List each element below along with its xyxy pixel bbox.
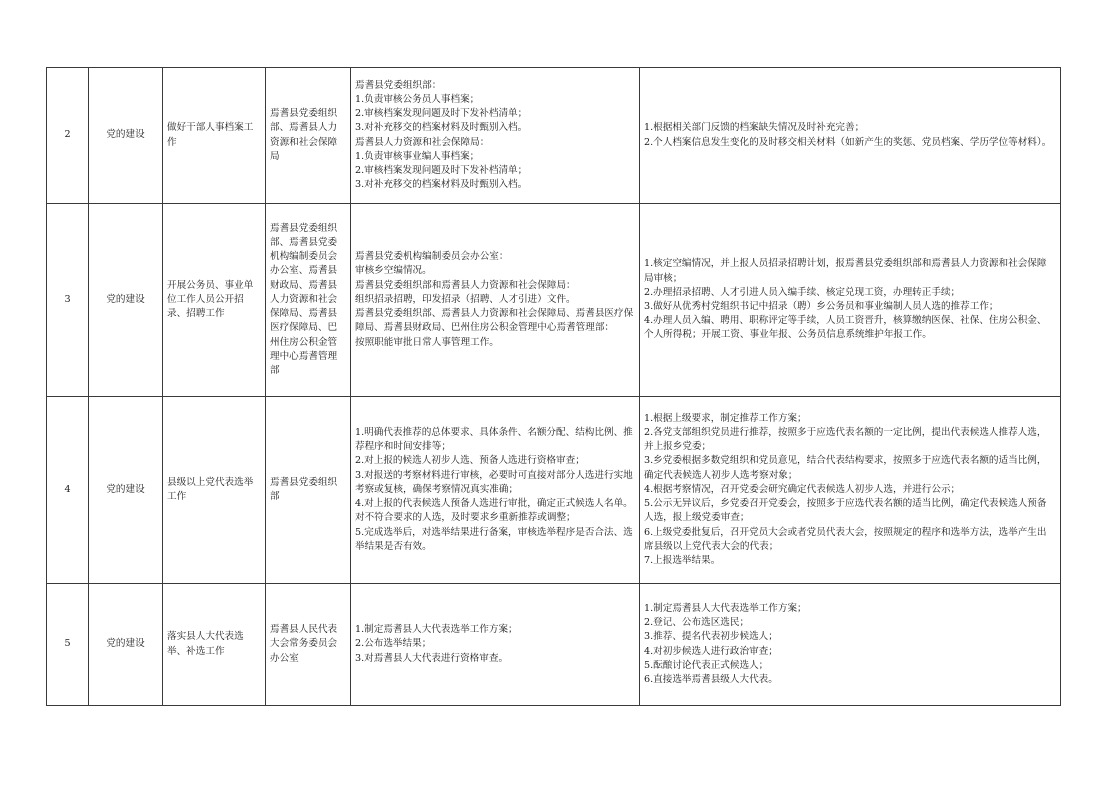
dept-duty-line: 焉耆县党委组织部：	[355, 79, 442, 91]
unit-duties-cell	[640, 397, 1061, 584]
dept-duty-line: 2.对上报的候选人初步人选、预备人选进行资格审查；	[355, 455, 585, 467]
unit-duties-cell	[640, 584, 1061, 706]
unit-duty-line: 4.根据考察情况，召开党委会研究确定代表候选人初步人选，并进行公示；	[644, 483, 961, 495]
dept-duty-line: 焉耆县人力资源和社会保障局：	[355, 136, 490, 148]
row-number: 4	[47, 397, 89, 584]
unit-duty-line: 6.直接选举焉耆县级人大代表。	[644, 673, 778, 685]
departments-cell: 焉耆县党委组织部	[266, 397, 351, 584]
task-cell: 做好干部人事档案工作	[163, 68, 266, 204]
dept-duty-line: 2.公布选举结果；	[355, 638, 432, 650]
unit-duty-line: 1.核定空编情况，并上报人员招录招聘计划，报焉耆县党委组织部和焉耆县人力资源和社会保障局审核；	[644, 258, 1047, 284]
dept-duty-line: 组织招录招聘，印发招录（招聘、人才引进）文件。	[355, 293, 576, 305]
dept-duty-line: 3.对补充移交的档案材料及时甄别入档。	[355, 122, 528, 134]
unit-duty-line: 3.做好从优秀村党组织书记中招录（聘）乡公务员和事业编制人员人选的推荐工作；	[644, 301, 999, 312]
dept-duty-line: 2.审核档案发现问题及时下发补档清单；	[355, 164, 528, 176]
dept-duties-cell	[351, 397, 640, 584]
dept-duty-line: 5.完成选举后，对选举结果进行备案，审核选举程序是否合法、选举结果是否有效。	[355, 526, 633, 552]
dept-duties-cell	[351, 68, 640, 204]
departments-cell: 焉耆县党委组织部、焉耆县人力资源和社会保障局	[266, 68, 351, 204]
row-number: 2	[47, 68, 89, 204]
dept-duties-cell	[351, 204, 640, 397]
unit-duty-line: 2.各党支部组织党员进行推荐，按照多于应选代表名额的一定比例，提出代表候选人推荐人选，并上报乡党委；	[644, 427, 1047, 453]
row-number: 3	[47, 204, 89, 397]
responsibility-table	[46, 67, 1061, 706]
unit-duty-line: 7.上报选举结果。	[644, 554, 721, 566]
dept-duty-line: 焉耆县党委组织部、焉耆县人力资源和社会保障局、焉耆县医疗保障局、焉耆县财政局、巴州住房公积金管理中心焉耆管理部：	[355, 308, 634, 334]
unit-duty-line: 2.个人档案信息发生变化的及时移交相关材料（如新产生的奖惩、党员档案、学历学位等材料）。	[644, 136, 1052, 148]
unit-duty-line: 5.酝酿讨论代表正式候选人；	[644, 659, 769, 671]
unit-duty-line: 1.制定焉耆县人大代表选举工作方案；	[644, 602, 807, 614]
unit-duty-line: 1.根据上级要求，制定推荐工作方案；	[644, 412, 807, 424]
task-cell: 开展公务员、事业单位工作人员公开招录、招聘工作	[163, 204, 266, 397]
table-row	[47, 397, 1061, 584]
dept-duty-line: 焉耆县党委机构编制委员会办公室：	[355, 251, 509, 263]
dept-duty-line: 按照职能审批日常人事管理工作。	[355, 336, 499, 348]
departments-cell: 焉耆县党委组织部、焉耆县党委机构编制委员会办公室、焉耆县财政局、焉耆县人力资源和社会保障局、焉耆县医疗保障局、巴州住房公积金管理中心焉耆管理部	[266, 204, 351, 397]
category-cell: 党的建设	[89, 68, 163, 204]
unit-duty-line: 1.根据相关部门反馈的档案缺失情况及时补充完善；	[644, 122, 865, 134]
table-row	[47, 584, 1061, 706]
unit-duty-line: 3.乡党委根据多数党组织和党员意见，结合代表结构要求，按照多于应选代表名额的适当比例，确定代表候选人初步人选考察对象；	[644, 455, 1047, 481]
dept-duty-line: 1.明确代表推荐的总体要求、具体条件、名额分配、结构比例、推荐程序和时间安排等；	[355, 427, 633, 453]
unit-duty-line: 5.公示无异议后，乡党委召开党委会，按照多于应选代表名额的适当比例，确定代表候选人预备人选，报上级党委审查；	[644, 498, 1047, 524]
dept-duty-line: 审核乡空编情况。	[355, 265, 432, 277]
row-number: 5	[47, 584, 89, 706]
departments-cell: 焉耆县人民代表大会常务委员会办公室	[266, 584, 351, 706]
dept-duty-line: 3.对焉耆县人大代表进行资格审查。	[355, 652, 509, 664]
dept-duty-line: 焉耆县党委组织部和焉耆县人力资源和社会保障局：	[355, 279, 576, 291]
dept-duty-line: 4.对上报的代表候选人预备人选进行审批，确定正式候选人名单。对不符合要求的人选，及时要求乡重新推荐或调整；	[355, 498, 633, 524]
unit-duty-line: 4.对初步候选人进行政治审查；	[644, 645, 778, 657]
dept-duties-cell	[351, 584, 640, 706]
unit-duty-line: 3.推荐、提名代表初步候选人；	[644, 631, 778, 643]
unit-duties-cell	[640, 68, 1061, 204]
dept-duty-line: 2.审核档案发现问题及时下发补档清单；	[355, 108, 528, 120]
table-row	[47, 204, 1061, 397]
unit-duties-cell	[640, 204, 1061, 397]
category-cell: 党的建设	[89, 204, 163, 397]
unit-duty-line: 4.办理人员入编、聘用、职称评定等手续，人员工资晋升，核算缴纳医保、社保、住房公积金、个人所得税；开展工资、事业年报、公务员信息系统维护年报工作。	[644, 315, 1047, 341]
unit-duty-line: 2.登记、公布选区选民；	[644, 617, 750, 629]
unit-duty-line: 6.上级党委批复后，召开党员大会或者党员代表大会，按照规定的程序和选举方法，选举产生出席县级以上党代表大会的代表；	[644, 526, 1047, 552]
task-cell: 县级以上党代表选举工作	[163, 397, 266, 584]
dept-duty-line: 3.对报送的考察材料进行审核，必要时可直接对部分人选进行实地考察或复核，确保考察情况真实准确；	[355, 469, 633, 495]
task-cell: 落实县人大代表选举、补选工作	[163, 584, 266, 706]
table-row	[47, 68, 1061, 204]
category-cell: 党的建设	[89, 584, 163, 706]
dept-duty-line: 3.对补充移交的档案材料及时甄别入档。	[355, 179, 528, 191]
unit-duty-line: 2.办理招录招聘、人才引进人员入编手续、核定兑现工资，办理转正手续；	[644, 286, 961, 298]
category-cell: 党的建设	[89, 397, 163, 584]
dept-duty-line: 1.负责审核公务员人事档案；	[355, 93, 480, 105]
dept-duty-line: 1.负责审核事业编人事档案；	[355, 150, 480, 162]
dept-duty-line: 1.制定焉耆县人大代表选举工作方案；	[355, 624, 518, 636]
